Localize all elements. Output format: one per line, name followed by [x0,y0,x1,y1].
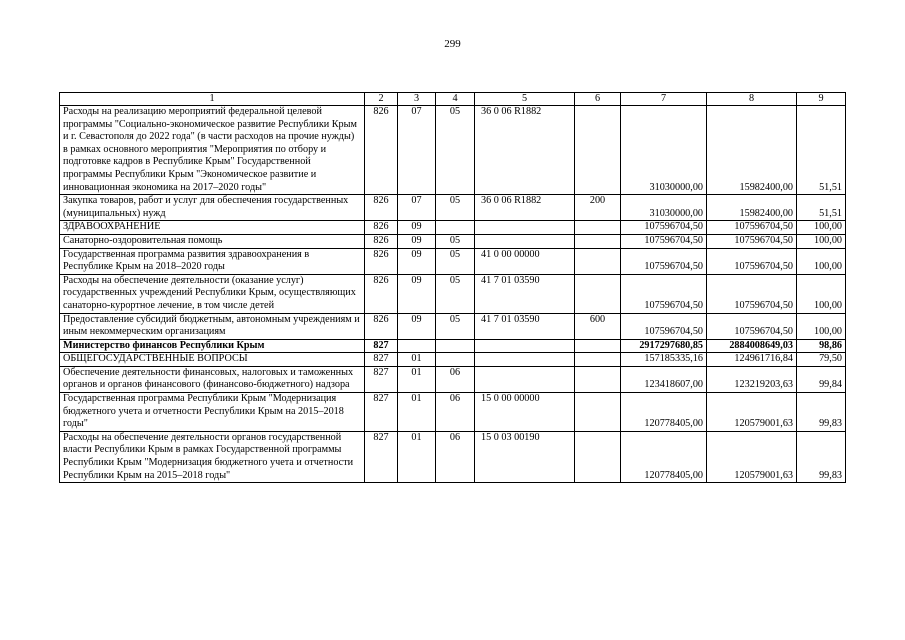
planned-amount-cell: 107596704,50 [621,248,707,274]
section-cell: 01 [398,366,436,392]
planned-amount-cell: 123418607,00 [621,366,707,392]
target-article-cell [475,234,575,248]
header-cell-5: 5 [475,93,575,106]
row-name-cell: Предоставление субсидий бюджетным, автономным учреждениям и иным некоммерческим организациям [60,313,365,339]
main-admin-cell: 826 [365,248,398,274]
section-cell: 09 [398,221,436,235]
execution-percent-cell: 100,00 [797,274,846,313]
planned-amount-cell: 31030000,00 [621,195,707,221]
subsection-cell: 06 [436,431,475,482]
planned-amount-cell: 107596704,50 [621,274,707,313]
target-article-cell [475,353,575,367]
row-name-cell: ОБЩЕГОСУДАРСТВЕННЫЕ ВОПРОСЫ [60,353,365,367]
table-row [60,353,846,367]
section-cell: 07 [398,195,436,221]
execution-percent-cell: 100,00 [797,221,846,235]
main-admin-cell: 826 [365,106,398,195]
main-admin-cell: 827 [365,353,398,367]
subsection-cell: 05 [436,106,475,195]
row-name-cell: Расходы на обеспечение деятельности (оказание услуг) государственных учреждений Республики Крым, осуществляющих санаторно-курортное лечение, в том числе детей [60,274,365,313]
subsection-cell [436,221,475,235]
header-cell-8: 8 [707,93,797,106]
subsection-cell: 05 [436,313,475,339]
main-admin-cell: 826 [365,274,398,313]
planned-amount-cell: 107596704,50 [621,234,707,248]
expense-type-cell [575,221,621,235]
section-cell: 01 [398,353,436,367]
execution-percent-cell: 99,84 [797,366,846,392]
row-name-cell: Расходы на обеспечение деятельности органов государственной власти Республики Крым в рамках Государственной программы Республики Крым "Модернизация бюджетного учета и отчетности Республики Крым на 2015–2018 годы" [60,431,365,482]
section-cell: 09 [398,274,436,313]
header-cell-3: 3 [398,93,436,106]
target-article-cell: 36 0 06 R1882 [475,106,575,195]
table-row [60,234,846,248]
section-cell: 09 [398,313,436,339]
row-name-cell: Государственная программа Республики Крым "Модернизация бюджетного учета и отчетности Республики Крым на 2015–2018 годы" [60,393,365,432]
execution-percent-cell: 100,00 [797,313,846,339]
row-name-cell: Государственная программа развития здравоохранения в Республике Крым на 2018–2020 годы [60,248,365,274]
table-row [60,313,846,339]
table-row [60,366,846,392]
expense-type-cell [575,339,621,353]
section-cell: 01 [398,431,436,482]
target-article-cell [475,339,575,353]
row-name-cell: ЗДРАВООХРАНЕНИЕ [60,221,365,235]
planned-amount-cell: 107596704,50 [621,313,707,339]
planned-amount-cell: 31030000,00 [621,106,707,195]
table-row [60,221,846,235]
table-row [60,339,846,353]
expense-type-cell [575,431,621,482]
expense-type-cell [575,274,621,313]
expense-type-cell: 200 [575,195,621,221]
main-admin-cell: 826 [365,234,398,248]
section-cell: 09 [398,248,436,274]
target-article-cell: 41 7 01 03590 [475,274,575,313]
subsection-cell: 06 [436,366,475,392]
executed-amount-cell: 107596704,50 [707,313,797,339]
main-admin-cell: 827 [365,431,398,482]
executed-amount-cell: 15982400,00 [707,106,797,195]
main-admin-cell: 826 [365,221,398,235]
row-name-cell: Министерство финансов Республики Крым [60,339,365,353]
table-row [60,195,846,221]
execution-percent-cell: 99,83 [797,431,846,482]
expense-type-cell [575,234,621,248]
table-header-row [60,93,846,106]
section-cell: 07 [398,106,436,195]
header-cell-9: 9 [797,93,846,106]
row-name-cell: Закупка товаров, работ и услуг для обеспечения государственных (муниципальных) нужд [60,195,365,221]
page-number: 299 [444,38,461,50]
target-article-cell: 41 0 00 00000 [475,248,575,274]
main-admin-cell: 827 [365,339,398,353]
row-name-cell: Расходы на реализацию мероприятий федеральной целевой программы "Социально-экономическое развитие Республики Крым и г. Севастополя до 2022 года" (в части расходов на прочие нужды) в рамках основного мероприятия "Мероприятия по отбору и подготовке кадров в Республике Крым" Государственной программы Республики Крым "Экономическое развитие и инновационная экономика на 2017–2020 годы" [60,106,365,195]
budget-table [59,92,846,483]
expense-type-cell [575,106,621,195]
target-article-cell: 41 7 01 03590 [475,313,575,339]
main-admin-cell: 826 [365,195,398,221]
execution-percent-cell: 51,51 [797,195,846,221]
expense-type-cell [575,353,621,367]
header-cell-4: 4 [436,93,475,106]
section-cell: 01 [398,393,436,432]
header-cell-2: 2 [365,93,398,106]
executed-amount-cell: 123219203,63 [707,366,797,392]
executed-amount-cell: 107596704,50 [707,248,797,274]
target-article-cell: 36 0 06 R1882 [475,195,575,221]
expense-type-cell: 600 [575,313,621,339]
planned-amount-cell: 2917297680,85 [621,339,707,353]
target-article-cell [475,221,575,235]
executed-amount-cell: 124961716,84 [707,353,797,367]
execution-percent-cell: 98,86 [797,339,846,353]
expense-type-cell [575,366,621,392]
executed-amount-cell: 120579001,63 [707,393,797,432]
executed-amount-cell: 107596704,50 [707,234,797,248]
section-cell: 09 [398,234,436,248]
subsection-cell: 05 [436,274,475,313]
executed-amount-cell: 107596704,50 [707,274,797,313]
subsection-cell: 06 [436,393,475,432]
expense-type-cell [575,393,621,432]
planned-amount-cell: 157185335,16 [621,353,707,367]
execution-percent-cell: 99,83 [797,393,846,432]
planned-amount-cell: 107596704,50 [621,221,707,235]
main-admin-cell: 826 [365,313,398,339]
target-article-cell: 15 0 00 00000 [475,393,575,432]
executed-amount-cell: 120579001,63 [707,431,797,482]
executed-amount-cell: 107596704,50 [707,221,797,235]
executed-amount-cell: 15982400,00 [707,195,797,221]
table-body [60,93,846,483]
target-article-cell: 15 0 03 00190 [475,431,575,482]
expense-type-cell [575,248,621,274]
subsection-cell: 05 [436,195,475,221]
table-row [60,393,846,432]
main-admin-cell: 827 [365,393,398,432]
table-row [60,106,846,195]
target-article-cell [475,366,575,392]
planned-amount-cell: 120778405,00 [621,431,707,482]
header-cell-1: 1 [60,93,365,106]
execution-percent-cell: 79,50 [797,353,846,367]
planned-amount-cell: 120778405,00 [621,393,707,432]
header-cell-7: 7 [621,93,707,106]
table-row [60,431,846,482]
execution-percent-cell: 100,00 [797,234,846,248]
subsection-cell: 05 [436,248,475,274]
header-cell-6: 6 [575,93,621,106]
subsection-cell [436,353,475,367]
row-name-cell: Санаторно-оздоровительная помощь [60,234,365,248]
table-row [60,274,846,313]
section-cell [398,339,436,353]
main-admin-cell: 827 [365,366,398,392]
execution-percent-cell: 100,00 [797,248,846,274]
row-name-cell: Обеспечение деятельности финансовых, налоговых и таможенных органов и органов финансового (финансово-бюджетного) надзора [60,366,365,392]
execution-percent-cell: 51,51 [797,106,846,195]
table-row [60,248,846,274]
executed-amount-cell: 2884008649,03 [707,339,797,353]
subsection-cell [436,339,475,353]
subsection-cell: 05 [436,234,475,248]
